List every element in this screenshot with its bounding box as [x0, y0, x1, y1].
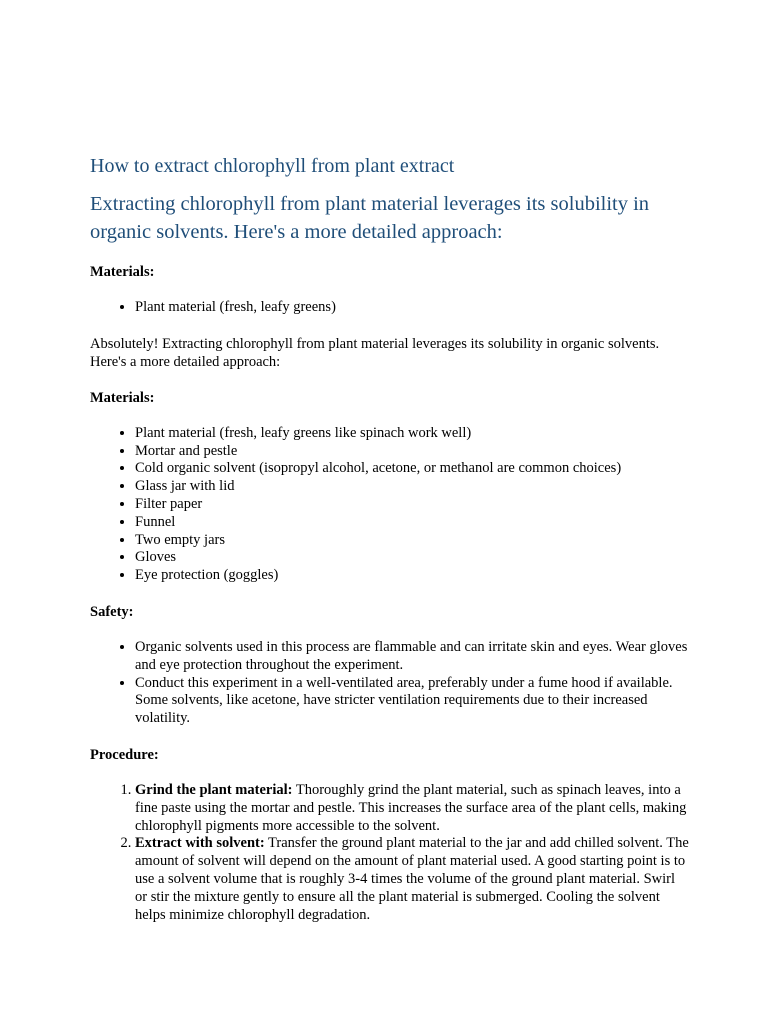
procedure-step [135, 835, 690, 924]
step-text: Transfer the ground plant material to the jar and add chilled solvent. The amount of solvent will depend on the amount of plant material used. A good starting point is to use a solvent volume that is roughly 3-4 times the volume of the ground plant material. Swirl or stir the mixture gently to ensure all the plant material is submerged. Cooling the solvent helps minimize chlorophyll degradation. [135, 835, 689, 923]
step-title: Grind the plant material: [135, 781, 293, 798]
step-title: Extract with solvent: [135, 835, 265, 852]
list-item: • Mortar and pestle [135, 443, 690, 461]
list-item: • Plant material (fresh, leafy greens like spinach work well) [135, 425, 690, 443]
list-item: • Two empty jars [135, 532, 690, 550]
materials-label-2: Materials: [90, 389, 155, 406]
safety-label: Safety: [90, 603, 134, 620]
list-item: • Glass jar with lid [135, 478, 690, 496]
list-item: • Funnel [135, 514, 690, 532]
procedure-label: Procedure: [90, 746, 159, 763]
materials-list-1 [90, 299, 690, 317]
materials-label-1: Materials: [90, 264, 155, 280]
procedure-list [90, 782, 690, 924]
intro-heading: Extracting chlorophyll from plant material leverages its solubility in organic solvents. Here's a more detailed approach: [90, 193, 650, 243]
list-item: • Cold organic solvent (isopropyl alcohol, acetone, or methanol are common choices) [135, 460, 690, 478]
step-text: Thoroughly grind the plant material, such as spinach leaves, into a fine paste using the mortar and pestle. This increases the surface area of the plant cells, making chlorophyll pigments more accessible to the solvent. [135, 781, 687, 834]
list-item: • Conduct this experiment in a well-ventilated area, preferably under a fume hood if available. Some solvents, like acetone, have stricter ventilation requirements due to their increased volatility. [135, 675, 690, 728]
list-item: • Gloves [135, 549, 690, 567]
procedure-step [135, 782, 690, 835]
document-page [90, 152, 690, 942]
list-item: • Plant material (fresh, leafy greens) [135, 299, 690, 317]
absolutely-paragraph: Absolutely! Extracting chlorophyll from plant material leverages its solubility in organic solvents. Here's a more detailed approach: [90, 335, 660, 370]
list-item: • Eye protection (goggles) [135, 567, 690, 585]
list-item: • Filter paper [135, 496, 690, 514]
document-title: How to extract chlorophyll from plant extract [90, 155, 455, 177]
safety-list [90, 639, 690, 728]
list-item: • Organic solvents used in this process are flammable and can irritate skin and eyes. Wear gloves and eye protection throughout the experiment. [135, 639, 690, 675]
materials-list-2 [90, 425, 690, 585]
